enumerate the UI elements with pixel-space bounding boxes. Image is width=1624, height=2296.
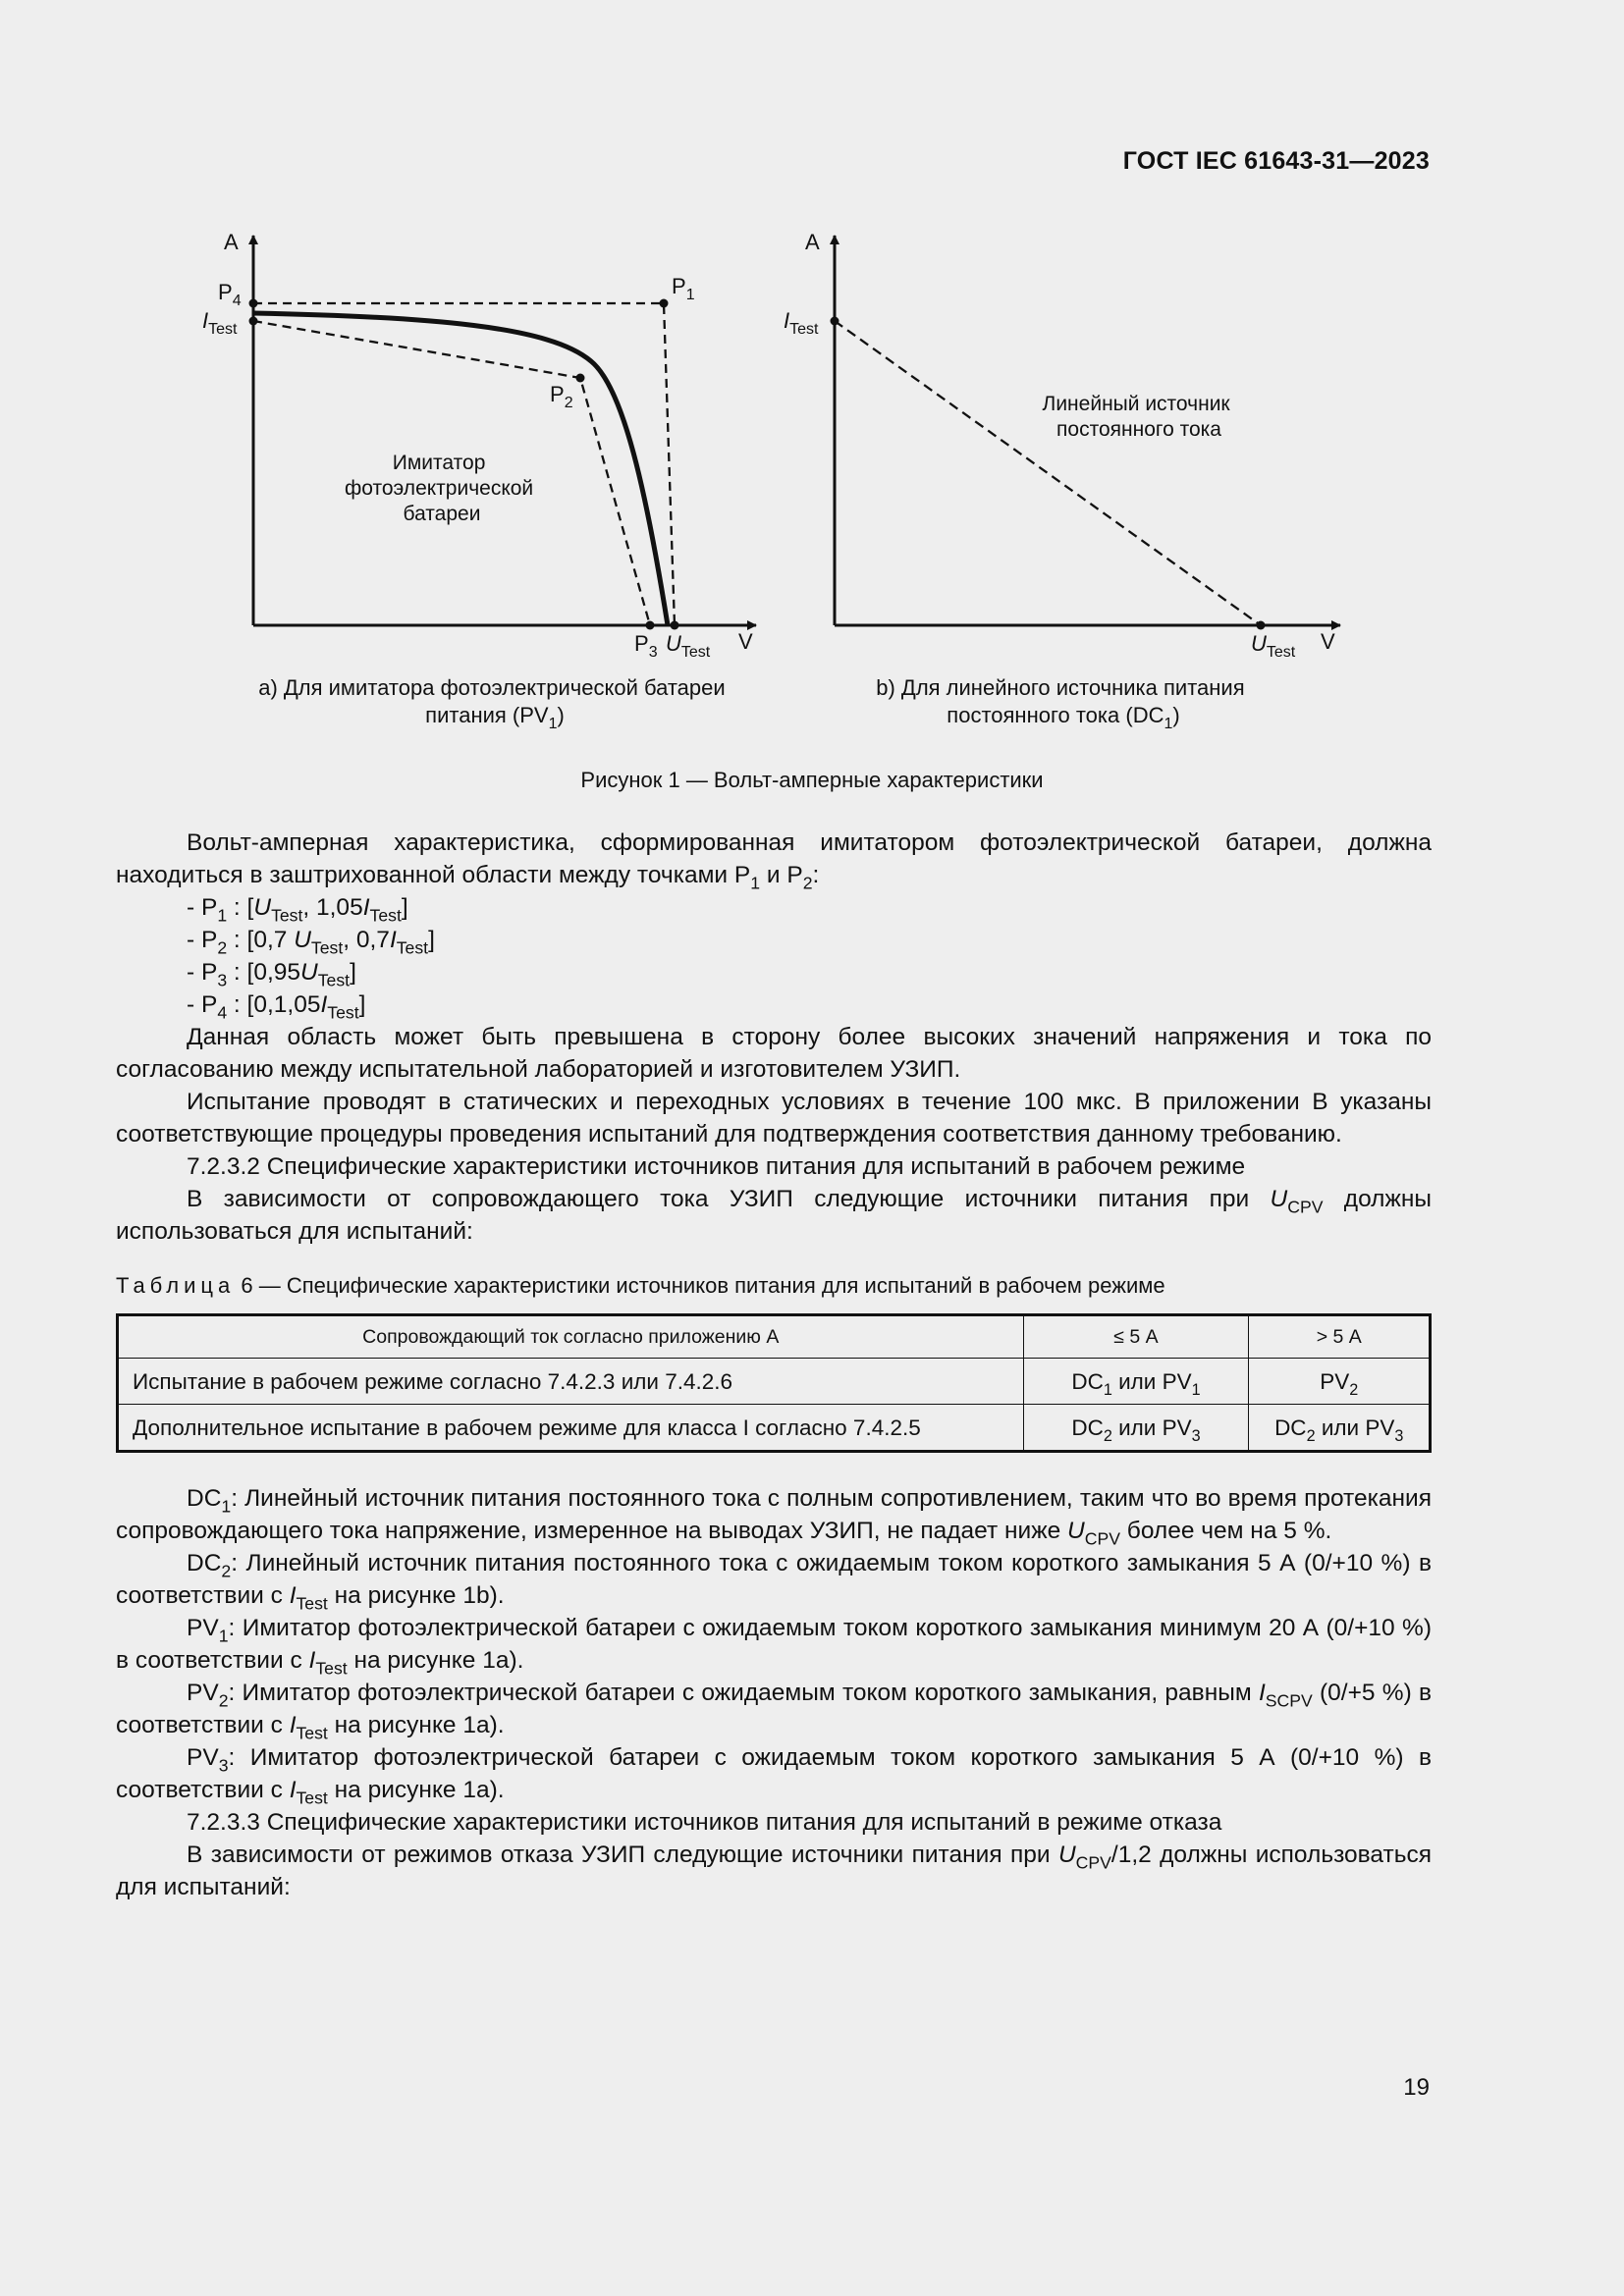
point-p4 [249,299,258,308]
y-axis-label: A [805,230,820,254]
table-header-cell: ≤ 5 А [1023,1315,1249,1359]
definition-dc1: $DC_1$: Линейный источник питания постоянного тока с полным сопротивлением, таким что во время протекания сопровождающего тока напряжение, измеренное на выводах УЗИП, не падает ниже $U_{CPV}$ более чем на 5 %. [116,1485,1432,1549]
label-itest: $I_{Test}$ [202,308,238,338]
figure-caption: Рисунок 1 — Вольт-амперные характеристики [580,768,1044,792]
document-header: ГОСТ IEC 61643-31—2023 [1122,147,1430,175]
figure-1 [187,216,1375,746]
label-p3: $P_3$ [634,631,658,661]
main-content [116,827,1432,1903]
dc-line [835,321,1261,625]
table-cell: Испытание в рабочем режиме согласно 7.4.2.3 или 7.4.2.6 [118,1359,1024,1405]
point-p1 [660,299,669,308]
paragraph: В зависимости от режимов отказа УЗИП следующие источники питания при $U_{CPV}/1,2$ должны использоваться для испытаний: [116,1842,1432,1900]
paragraph: В зависимости от сопровождающего тока УЗИП следующие источники питания при $U_{CPV}$ должны использоваться для испытаний: [116,1186,1433,1245]
x-axis-label: V [738,629,753,654]
list-item-p2: - $Р_2$ : [0,7 $U_{Test}$, $0,7I_{Test}$] [187,927,435,958]
table-row [118,1405,1431,1452]
point-p3 [646,621,655,630]
table-caption: Таблица 6 — Специфические характеристики источников питания для испытаний в рабочем режиме [116,1273,1165,1298]
page-number: 19 [1403,2074,1430,2101]
paragraph: Вольт-амперная характеристика, сформированная имитатором фотоэлектрической батареи, должна находиться в заштрихованной области между точками $Р_1$ и $Р_2$: [116,829,1432,893]
label-p1: $P_1$ [672,274,695,303]
table-cell: Дополнительное испытание в рабочем режиме для класса I согласно 7.4.2.5 [118,1405,1024,1452]
right-caption: b) Для линейного источника питания постоянного тока $(DC_1)$ [876,675,1245,732]
definition-dc2: $DC_2$: Линейный источник питания постоянного тока с ожидаемым током короткого замыкания 5 А (0/+10 %) в соответствии с $I_{Test}$ на рисунке 1b). [116,1550,1432,1614]
definition-pv1: $PV_1$: Имитатор фотоэлектрической батареи с ожидаемым током короткого замыкания минимум 20 А (0/+10 %) в соответствии с $I_{Test}$ на рисунке 1а). [116,1615,1432,1679]
list-item-p3: - $Р_3$ : $[0,95U_{Test}]$ [187,959,356,990]
y-axis-label: A [224,230,239,254]
point-itest [831,317,839,326]
chart-pv-simulator [202,230,756,732]
table-header-row [118,1315,1431,1359]
table-cell: $DC_2$ или $PV_3$ [1249,1405,1431,1452]
point-utest [1257,621,1266,630]
label-p4: $P_4$ [218,280,242,309]
chart-linear-dc-source [784,230,1340,732]
table-cell: $DC_1$ или $PV_1$ [1023,1359,1249,1405]
table-cell: $DC_2$ или $PV_3$ [1023,1405,1249,1452]
list-item-p4: - $Р_4$ : $[0,1,05I_{Test}]$ [187,991,366,1023]
label-p2: $P_2$ [550,382,573,411]
list-item-p1: - $Р_1$ : [$U_{Test}$, $1,05I_{Test}$] [187,894,408,926]
figure-svg [187,216,1375,746]
x-axis-label: V [1321,629,1335,654]
paragraph: Данная область может быть превышена в сторону более высоких значений напряжения и тока по согласованию между испытательной лабораторией и изготовителем УЗИП. [116,1024,1432,1083]
left-caption: а) Для имитатора фотоэлектрической батареи питания $(PV_1)$ [258,675,726,732]
curve-label: Имитатор фотоэлектрической батареи [345,452,534,525]
definition-pv2: $PV_2$: Имитатор фотоэлектрической батареи с ожидаемым током короткого замыкания, равным $I_{SCPV}$ (0/+5 %) в соответствии с $I_{Test}$ на рисунке 1а). [116,1680,1432,1743]
definitions [116,1482,1432,1903]
curve-label: Линейный источник постоянного тока [1042,393,1230,441]
point-itest [249,317,258,326]
table-row [118,1359,1431,1405]
definition-pv3: $PV_3$: Имитатор фотоэлектрической батареи с ожидаемым током короткого замыкания 5 А (0/+10 %) в соответствии с $I_{Test}$ на рисунке 1а). [116,1744,1432,1808]
paragraph: Испытание проводят в статических и переходных условиях в течение 100 мкс. В приложении В указаны соответствующие процедуры проведения испытаний для подтверждения соответствия данному требованию. [116,1089,1432,1148]
point-p2 [576,374,585,383]
table-header-cell: > 5 А [1249,1315,1431,1359]
label-itest: $I_{Test}$ [784,308,819,338]
label-utest: $U_{Test}$ [1251,631,1296,661]
table-cell: $PV_2$ [1249,1359,1431,1405]
label-utest: $U_{Test}$ [666,631,711,661]
section-heading: 7.2.3.2 Специфические характеристики источников питания для испытаний в рабочем режиме [187,1153,1246,1180]
table-header-cell: Сопровождающий ток согласно приложению А [118,1315,1024,1359]
point-utest [671,621,679,630]
spec-table [116,1313,1432,1453]
section-heading: 7.2.3.3 Специфические характеристики источников питания для испытаний в режиме отказа [187,1809,1222,1836]
